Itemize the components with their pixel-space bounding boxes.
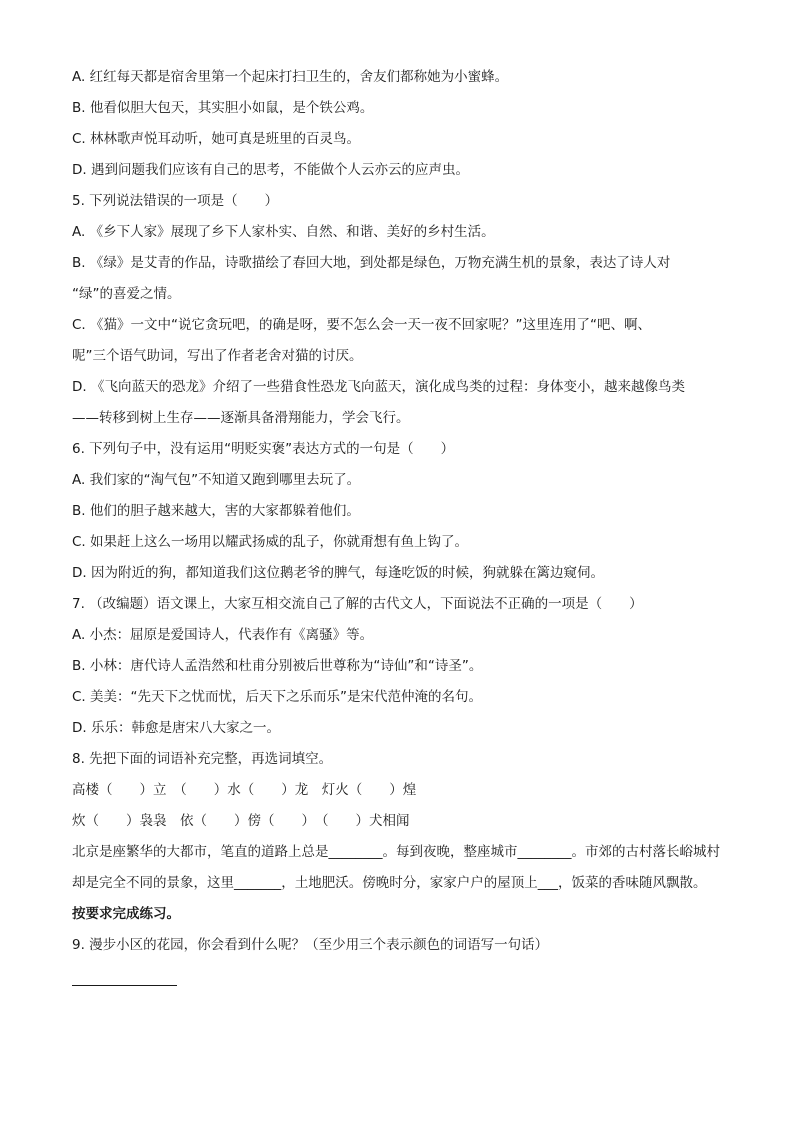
q9-answer-line: [72, 973, 177, 986]
q4-option-b: B. 他看似胆大包天，其实胆小如鼠，是个铁公鸡。: [72, 100, 374, 116]
q5-option-b-cont: “绿”的喜爱之情。: [72, 286, 181, 302]
q5-option-c: C. 《猫》一文中“说它贪玩吧，的确是呀，要不怎么会一天一夜不回家呢？”这里连用了“吧、啊、: [72, 317, 651, 333]
q7-option-d: D. 乐乐：韩愈是唐宋八大家之一。: [72, 720, 280, 736]
q7-option-b: B. 小林：唐代诗人孟浩然和杜甫分别被后世尊称为“诗仙”和“诗圣”。: [72, 658, 483, 674]
q9-stem: 9. 漫步小区的花园，你会看到什么呢？（至少用三个表示颜色的词语写一句话）: [72, 937, 549, 953]
q8-fill-paragraph: 北京是座繁华的大都市，笔直的道路上总是________。每到夜晚，整座城市________。市郊的古村落长峪城村却是完全不同的景象，这里_______，土地肥沃。傍晚时分，家家户户的屋顶上___，饭菜的香味随风飘散。: [72, 844, 720, 891]
q8-words-row-2: 炊（ ）袅袅 依（ ）傍（ ） （ ）犬相闻: [72, 813, 410, 829]
q4-option-a: A. 红红每天都是宿舍里第一个起床打扫卫生的，舍友们都称她为小蜜蜂。: [72, 69, 509, 85]
q6-option-c: C. 如果赶上这么一场用以耀武扬威的乱子，你就甭想有鱼上钩了。: [72, 534, 469, 550]
q6-option-b: B. 他们的胆子越来越大，害的大家都躲着他们。: [72, 503, 360, 519]
q5-option-d: D. 《飞向蓝天的恐龙》介绍了一些猎食性恐龙飞向蓝天，演化成鸟类的过程：身体变小，越来越像鸟类: [72, 379, 685, 395]
q5-option-b: B. 《绿》是艾青的作品，诗歌描绘了春回大地，到处都是绿色，万物充满生机的景象，表达了诗人对: [72, 255, 671, 271]
q5-stem: 5. 下列说法错误的一项是（ ）: [72, 193, 279, 209]
q6-option-d: D. 因为附近的狗，都知道我们这位鹅老爷的脾气，每逢吃饭的时候，狗就躲在篱边窥伺。: [72, 565, 604, 581]
q6-stem: 6. 下列句子中，没有运用“明贬实褒”表达方式的一句是（ ）: [72, 441, 455, 457]
q5-option-a: A. 《乡下人家》展现了乡下人家朴实、自然、和谐、美好的乡村生活。: [72, 224, 495, 240]
q4-option-c: C. 林林歌声悦耳动听，她可真是班里的百灵鸟。: [72, 131, 361, 147]
q7-stem: 7. （改编题）语文课上，大家互相交流自己了解的古代文人，下面说法不正确的一项是（ ）: [72, 596, 643, 612]
q6-option-a: A. 我们家的“淘气包”不知道又跑到哪里去玩了。: [72, 472, 361, 488]
q8-stem: 8. 先把下面的词语补充完整，再选词填空。: [72, 751, 333, 767]
q5-option-c-cont: 呢”三个语气助词，写出了作者老舍对猫的讨厌。: [72, 348, 363, 364]
q5-option-d-cont: ——转移到树上生存——逐渐具备滑翔能力，学会飞行。: [72, 410, 410, 426]
q8-words-row-1: 高楼（ ）立 （ ）水（ ）龙 灯火（ ）煌: [72, 782, 417, 798]
q4-option-d: D. 遇到问题我们应该有自己的思考，不能做个人云亦云的应声虫。: [72, 162, 469, 178]
q7-option-a: A. 小杰：屈原是爱国诗人，代表作有《离骚》等。: [72, 627, 374, 643]
section-title: 按要求完成练习。: [72, 906, 180, 922]
q7-option-c: C. 美美：“先天下之忧而忧，后天下之乐而乐”是宋代范仲淹的名句。: [72, 689, 482, 705]
